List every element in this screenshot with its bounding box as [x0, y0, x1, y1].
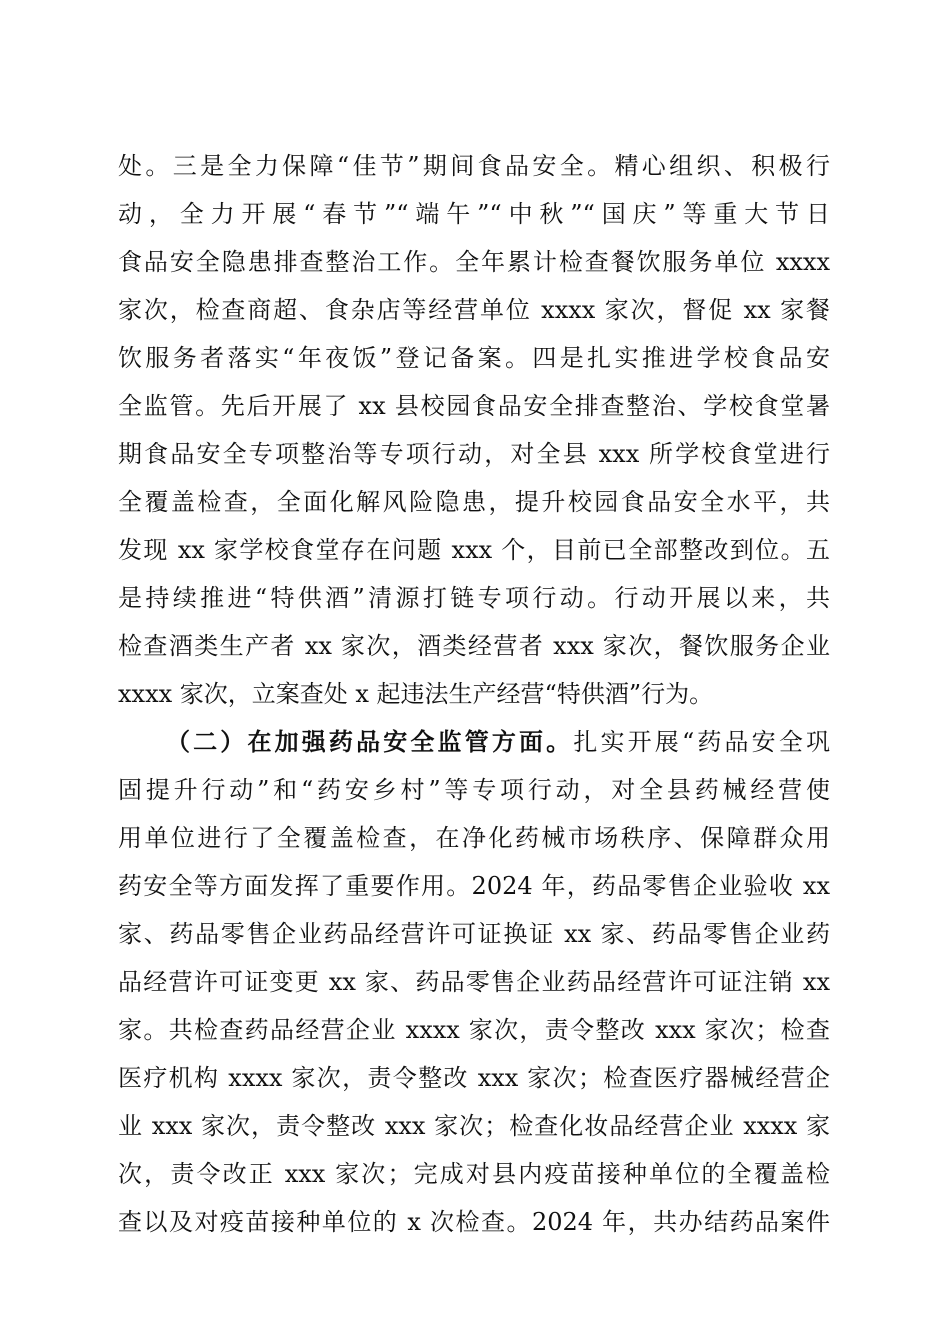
paragraph-drug-safety	[118, 718, 830, 1246]
text-line: 处。三是全力保障“佳节”期间食品安全。精心组织、积极行	[118, 152, 830, 180]
text-line: 家、药品零售企业药品经营许可证换证 xx 家、药品零售企业药	[118, 920, 830, 948]
section-heading: （二）在加强药品安全监管方面。	[166, 727, 574, 756]
text-line: 用单位进行了全覆盖检查，在净化药械市场秩序、保障群众用	[118, 824, 830, 852]
text-line: xxxx 家次，立案查处 x 起违法生产经营“特供酒”行为。	[118, 680, 714, 708]
text-line: 业 xxx 家次，责令整改 xxx 家次；检查化妆品经营企业 xxxx 家	[118, 1112, 830, 1140]
text-line: 检查酒类生产者 xx 家次，酒类经营者 xxx 家次，餐饮服务企业	[118, 632, 830, 660]
text-line: 医疗机构 xxxx 家次，责令整改 xxx 家次；检查医疗器械经营企	[118, 1064, 830, 1092]
text-line: 饮服务者落实“年夜饭”登记备案。四是扎实推进学校食品安	[118, 344, 830, 372]
text-line: 次，责令改正 xxx 家次；完成对县内疫苗接种单位的全覆盖检	[118, 1160, 830, 1188]
text-line: 家。共检查药品经营企业 xxxx 家次，责令整改 xxx 家次；检查	[118, 1016, 830, 1044]
text-line: 食品安全隐患排查整治工作。全年累计检查餐饮服务单位 xxxx	[118, 248, 830, 276]
section-first-line-text: 扎实开展“药品安全巩	[573, 728, 830, 756]
document-body	[118, 142, 830, 1246]
text-line: 期食品安全专项整治等专项行动，对全县 xxx 所学校食堂进行	[118, 440, 830, 468]
section-first-line	[118, 718, 830, 766]
paragraph-food-safety	[118, 142, 830, 718]
text-line: 全监管。先后开展了 xx 县校园食品安全排查整治、学校食堂暑	[118, 392, 830, 420]
text-line: 家次，检查商超、食杂店等经营单位 xxxx 家次，督促 xx 家餐	[118, 296, 830, 324]
text-line: 固提升行动”和“药安乡村”等专项行动，对全县药械经营使	[118, 776, 830, 804]
text-line: 品经营许可证变更 xx 家、药品零售企业药品经营许可证注销 xx	[118, 968, 830, 996]
text-line: 发现 xx 家学校食堂存在问题 xxx 个，目前已全部整改到位。五	[118, 536, 830, 564]
text-line: 查以及对疫苗接种单位的 x 次检查。2024 年，共办结药品案件	[118, 1208, 830, 1236]
text-line: 全覆盖检查，全面化解风险隐患，提升校园食品安全水平，共	[118, 488, 830, 516]
text-line: 动，全力开展“春节”“端午”“中秋”“国庆”等重大节日	[118, 200, 830, 228]
text-line: 药安全等方面发挥了重要作用。2024 年，药品零售企业验收 xx	[118, 872, 830, 900]
text-line: 是持续推进“特供酒”清源打链专项行动。行动开展以来，共	[118, 584, 830, 612]
